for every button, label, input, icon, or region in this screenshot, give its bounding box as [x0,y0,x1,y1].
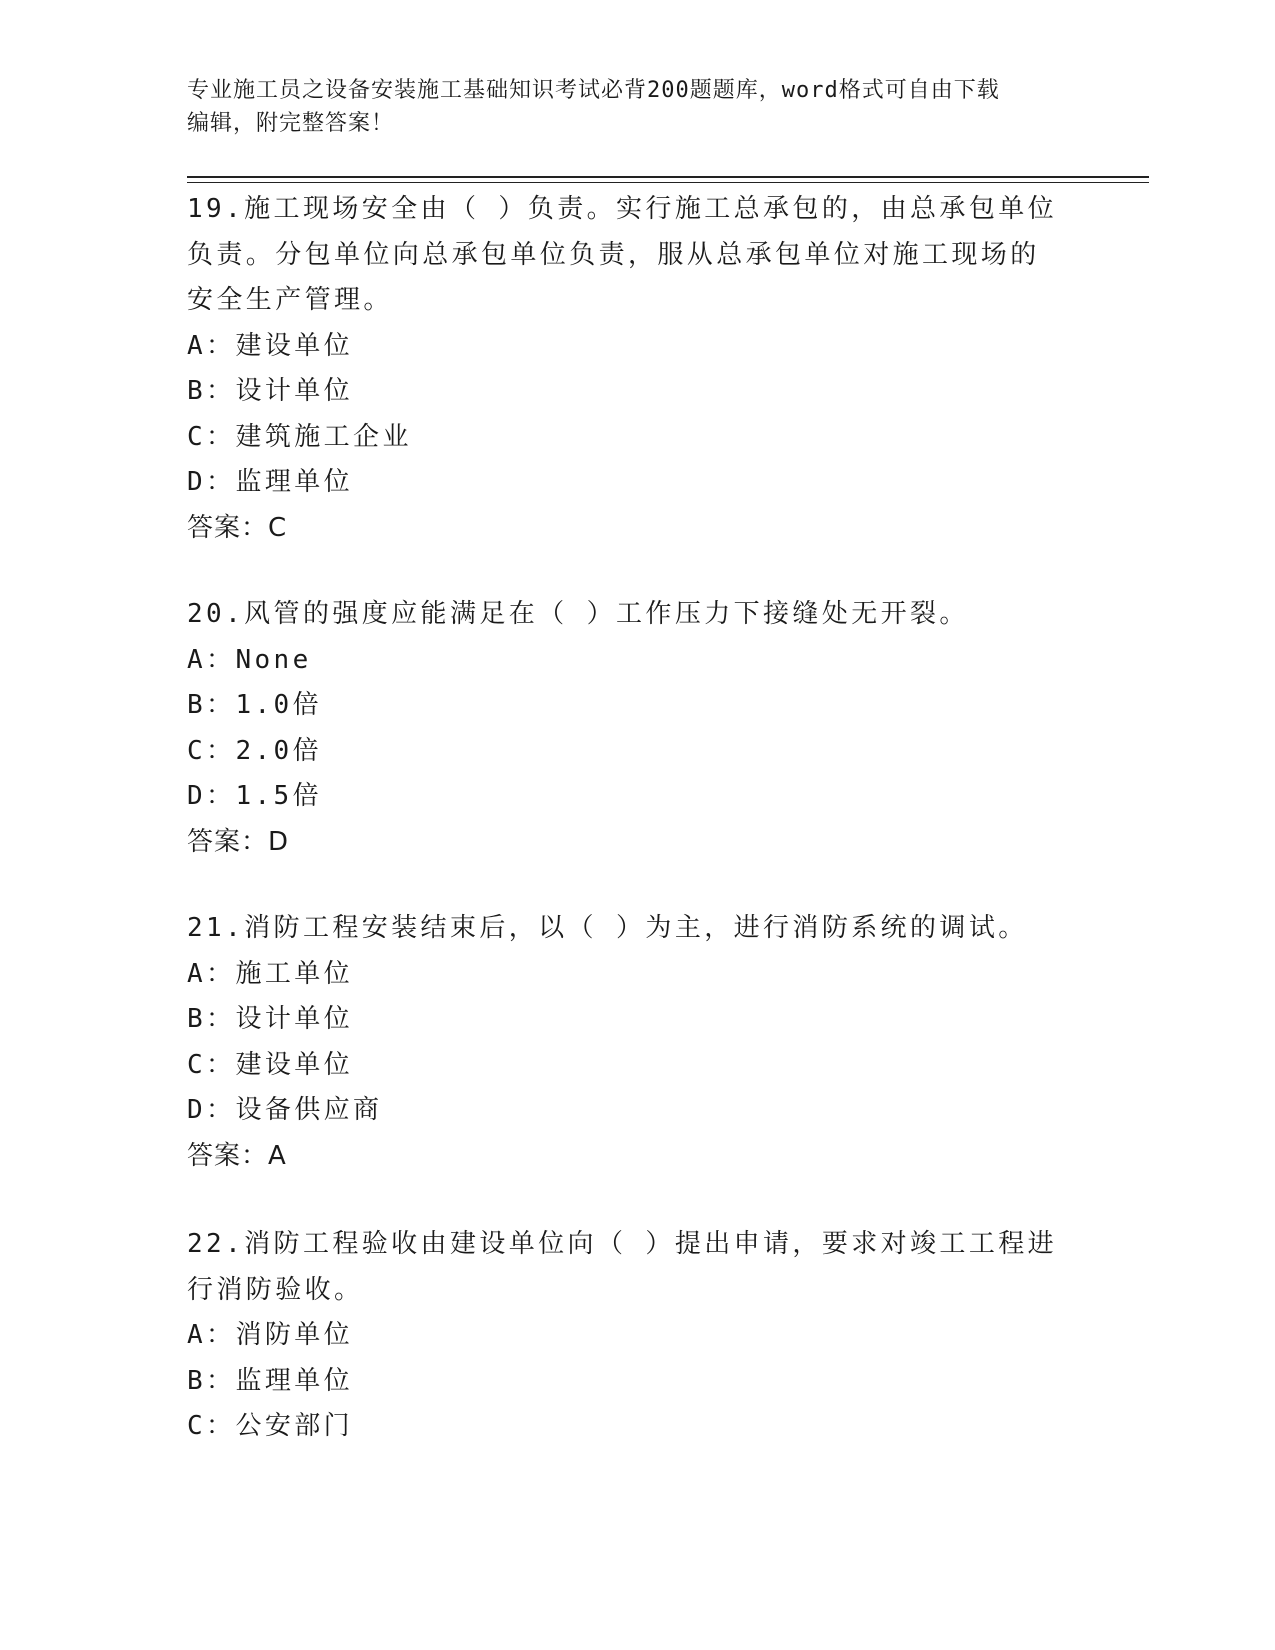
answer-label: 答案：C [187,512,288,543]
header-line-2: 编辑，附完整答案！ [187,111,395,136]
option-c: C：公安部门 [187,1411,354,1441]
header-divider-thin [187,182,1149,183]
header-divider-thick [187,176,1149,178]
option-c: C：建筑施工企业 [187,421,412,452]
option-a: A：施工单位 [187,958,354,989]
question-stem: 20.风管的强度应能满足在（ ）工作压力下接缝处无开裂。 [187,599,969,629]
option-c: C：2.0倍 [187,735,323,766]
question-22 [187,1222,1067,1450]
question-stem: 21.消防工程安装结束后，以（ ）为主，进行消防系统的调试。 [187,913,1028,943]
option-d: D：监理单位 [187,467,354,497]
question-19 [187,187,1067,551]
option-a: A：None [187,644,312,675]
option-a: A：建设单位 [187,330,354,361]
answer-label: 答案：A [187,1140,287,1171]
answer-label: 答案：D [187,826,290,857]
option-a: A：消防单位 [187,1320,354,1350]
question-20 [187,592,1067,865]
option-b: B：1.0倍 [187,690,323,720]
document-header [187,74,1087,140]
header-line-1: 专业施工员之设备安装施工基础知识考试必背200题题库，word格式可自由下载 [187,78,1000,103]
option-d: D：1.5倍 [187,781,323,811]
option-b: B：监理单位 [187,1365,354,1396]
option-c: C：建设单位 [187,1049,354,1080]
question-stem: 22.消防工程验收由建设单位向（ ）提出申请，要求对竣工工程进行消防验收。 [187,1229,1058,1305]
option-d: D：设备供应商 [187,1095,383,1125]
question-stem: 19.施工现场安全由（ ）负责。实行施工总承包的，由总承包单位负责。分包单位向总承包单位负责，服从总承包单位对施工现场的安全生产管理。 [187,194,1058,315]
option-b: B：设计单位 [187,1004,354,1034]
option-b: B：设计单位 [187,376,354,406]
question-21 [187,906,1067,1179]
